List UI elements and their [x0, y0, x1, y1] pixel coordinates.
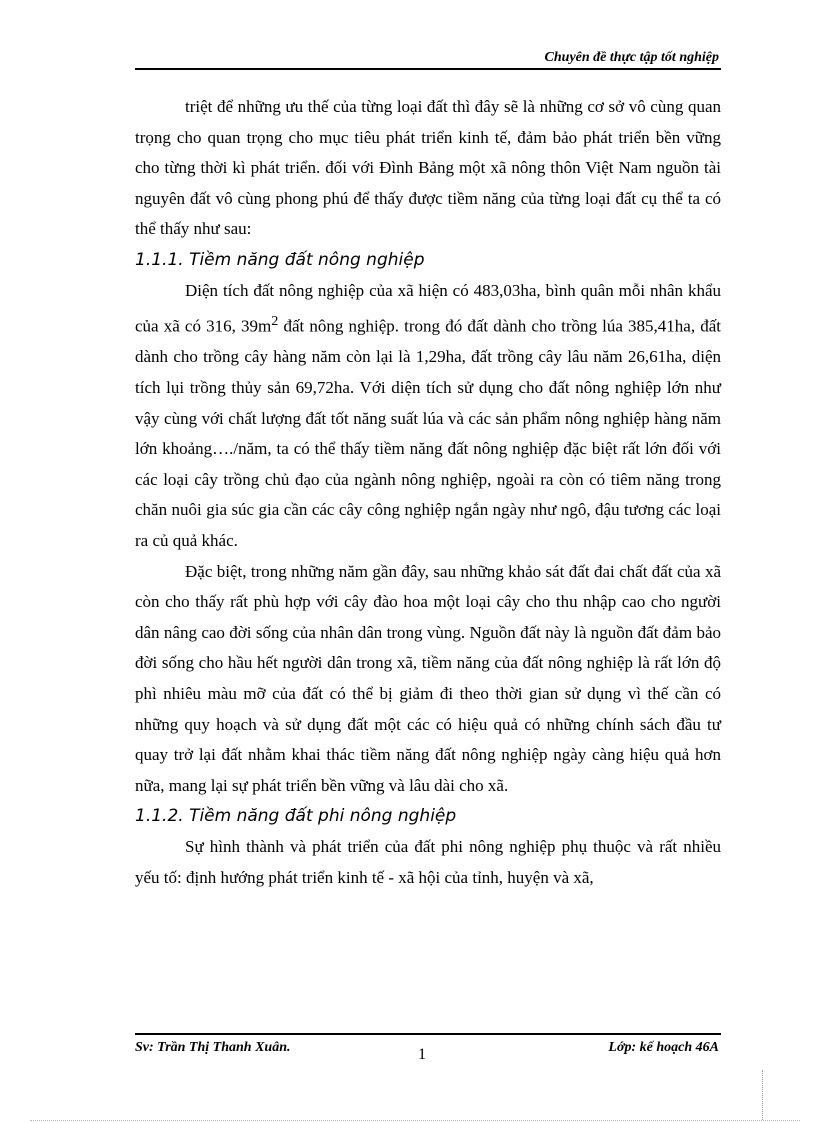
paragraph-agricultural-area-part1: Diện tích đất nông nghiệp của xã hiện có 483,03ha, bình quân mỗi nhân khẩu của xã có 316, 39m — [135, 280, 721, 336]
paragraph-peach-blossom: Đặc biệt, trong những năm gần đây, sau những khảo sát đất đai chất đất của xã còn cho thấy rất phù hợp với cây đào hoa một loại cây cho thu nhập cao cho người dân nâng cao đời sống của nhân dân trong vùng. Nguồn đất này là nguồn đất đảm bảo đời sống cho hầu hết người dân trong xã, tiềm năng của đất nông nghiệp là rất lớn độ phì nhiêu màu mỡ của đất có thể bị giảm đi theo thời gian sử dụng vì thế cần có những quy hoạch và sử dụng đất một các có hiệu quả có những chính sách đầu tư quay trở lại đất nhằm khai thác tiềm năng đất nông nghiệp ngày càng hiệu quả hơn nữa, mang lại sự phát triển bền vững và lâu dài cho xã. — [135, 561, 721, 795]
paragraph-agricultural-area — [135, 276, 721, 557]
paragraph-agricultural-area-part2: đất nông nghiệp. trong đó đất dành cho trồng lúa 385,41ha, đất dành cho trồng cây hàng năm còn lại là 1,29ha, đất trồng cây lâu năm 26,61ha, diện tích lụi trồng thủy sản 69,72ha. Với diện tích sử dụng cho đất nông nghiệp lớn như vậy cùng với chất lượng đất tốt năng suất lúa và các sản phẩm nông nghiệp hàng năm lớn khoảng…./năm, ta có thể thấy tiềm năng đất nông nghiệp đặc biệt rất lớn đối với các loại cây trồng chủ đạo của ngành nông nghiệp, ngoài ra còn có tiêm năng trong chăn nuôi gia súc gia cần các cây công nghiệp ngắn ngày như ngô, đậu tương các loại ra củ quả khác. — [135, 316, 722, 550]
document-body — [135, 92, 721, 893]
page-border-bottom — [30, 1120, 800, 1121]
footer-student-name: Sv: Trần Thị Thanh Xuân. — [135, 1040, 291, 1055]
page-border-right — [762, 1070, 764, 1120]
header-rule — [135, 68, 721, 70]
footer-class: Lớp: kế hoạch 46A — [608, 1040, 719, 1055]
section-heading-non-agricultural-land: 1.1.2. Tiềm năng đất phi nông nghiệp — [135, 806, 457, 827]
paragraph-continuation: triệt để những ưu thế của từng loại đất thì đây sẽ là những cơ sở vô cùng quan trọng cho quan trọng cho mục tiêu phát triển kinh tế, đảm bảo phát triển bền vững cho từng thời kì phát triển. đối với Đình Bảng một xã nông thôn Việt Nam nguồn tài nguyên đất vô cùng phong phú để thấy được tiềm năng của từng loại đất cụ thể ta có thể thấy như sau: — [135, 97, 721, 239]
superscript-2: 2 — [271, 313, 279, 330]
page-number: 1 — [418, 1046, 426, 1063]
paragraph-non-agricultural: Sự hình thành và phát triển của đất phi nông nghiệp phụ thuộc và rất nhiều yếu tố: định hướng phát triển kinh tế - xã hội của tỉnh, huyện và xã, — [135, 836, 721, 887]
header-title: Chuyên đề thực tập tốt nghiệp — [544, 50, 719, 65]
footer-rule — [135, 1033, 721, 1035]
section-heading-agricultural-land: 1.1.1. Tiềm năng đất nông nghiệp — [135, 249, 425, 270]
